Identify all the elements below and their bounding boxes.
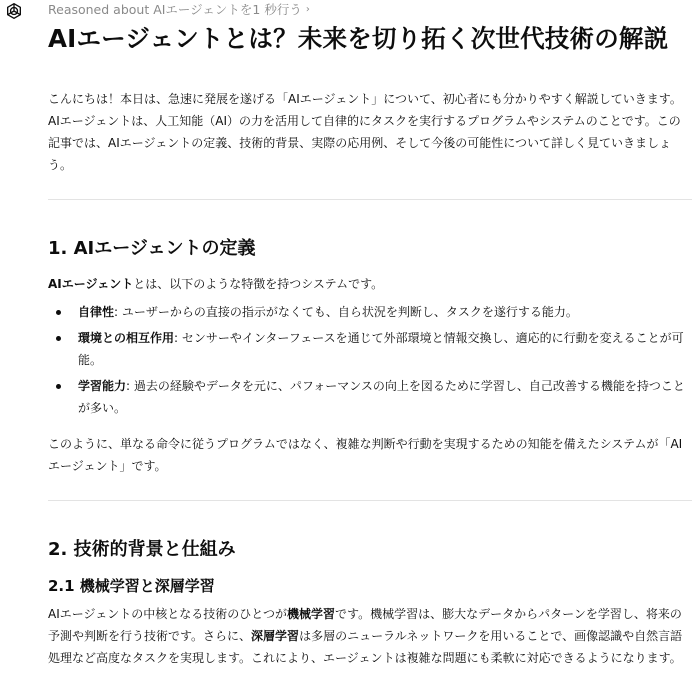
feature-list: [48, 301, 692, 419]
bullet-icon: [56, 336, 61, 341]
bullet-icon: [56, 384, 61, 389]
list-item-term: 自律性: [78, 305, 115, 319]
list-item: [48, 301, 692, 323]
reasoning-toggle[interactable]: [48, 0, 692, 20]
bold-term-deep-learning: 深層学習: [251, 629, 300, 643]
machine-learning-paragraph: [48, 603, 692, 669]
section1-heading: 1. AIエージェントの定義: [48, 238, 256, 259]
bullet-icon: [56, 310, 61, 315]
intro-paragraph: こんにちは！本日は、急速に発展を遂げる「AIエージェント」について、初心者にも分かりやすく解説していきます。AIエージェントは、人工知能（AI）の力を活用して自律的にタスクを実行するプログラムやシステムのことです。この記事では、AIエージェントの定義、技術的背景、実際の応用例、そして今後の可能性について詳しく見ていきましょう。: [48, 92, 682, 172]
list-item-text: : ユーザーからの直接の指示がなくても、自ら状況を判断し、タスクを遂行する能力。: [114, 305, 578, 319]
definition-lead: [48, 273, 692, 295]
reasoning-label: Reasoned about AIエージェントを1 秒行う: [48, 2, 302, 17]
divider: [48, 500, 692, 501]
chevron-right-icon: ›: [305, 4, 310, 15]
definition-lead-text: とは、以下のような特徴を持つシステムです。: [133, 277, 384, 291]
section2-heading: 2. 技術的背景と仕組み: [48, 539, 236, 560]
list-item-term: 学習能力: [78, 379, 127, 393]
list-item-term: 環境との相互作用: [78, 331, 175, 345]
paragraph-text: AIエージェントの中核となる技術のひとつが: [48, 607, 288, 621]
paragraph-text: です。機械学習は、膨大なデータからパターンを学習し、将来の予測や判断を行う技術です。さらに、: [48, 607, 682, 643]
list-item-text: : センサーやインターフェースを通じて外部環境と情報交換し、適応的に行動を変えることが可能。: [78, 331, 684, 367]
bold-term-machine-learning: 機械学習: [287, 607, 336, 621]
section1-summary: このように、単なる命令に従うプログラムではなく、複雑な判断や行動を実現するための知能を備えたシステムが「AIエージェント」です。: [48, 437, 683, 473]
paragraph-text: は多層のニューラルネットワークを用いることで、画像認識や自然言語処理など高度なタスクを実現します。これにより、エージェントは複雑な問題にも柔軟に対応できるようになります。: [48, 629, 683, 665]
article-title: AIエージェントとは？未来を切り拓く次世代技術の解説: [48, 24, 669, 53]
list-item-text: : 過去の経験やデータを元に、パフォーマンスの向上を図るために学習し、自己改善する機能を持つことが多い。: [78, 379, 685, 415]
list-item: [48, 375, 692, 419]
divider: [48, 199, 692, 200]
list-item: [48, 327, 692, 371]
chatgpt-logo-icon: [4, 1, 24, 21]
assistant-message: [48, 0, 692, 669]
subsection-heading: 2.1 機械学習と深層学習: [48, 577, 215, 595]
definition-lead-bold: AIエージェント: [48, 277, 134, 291]
